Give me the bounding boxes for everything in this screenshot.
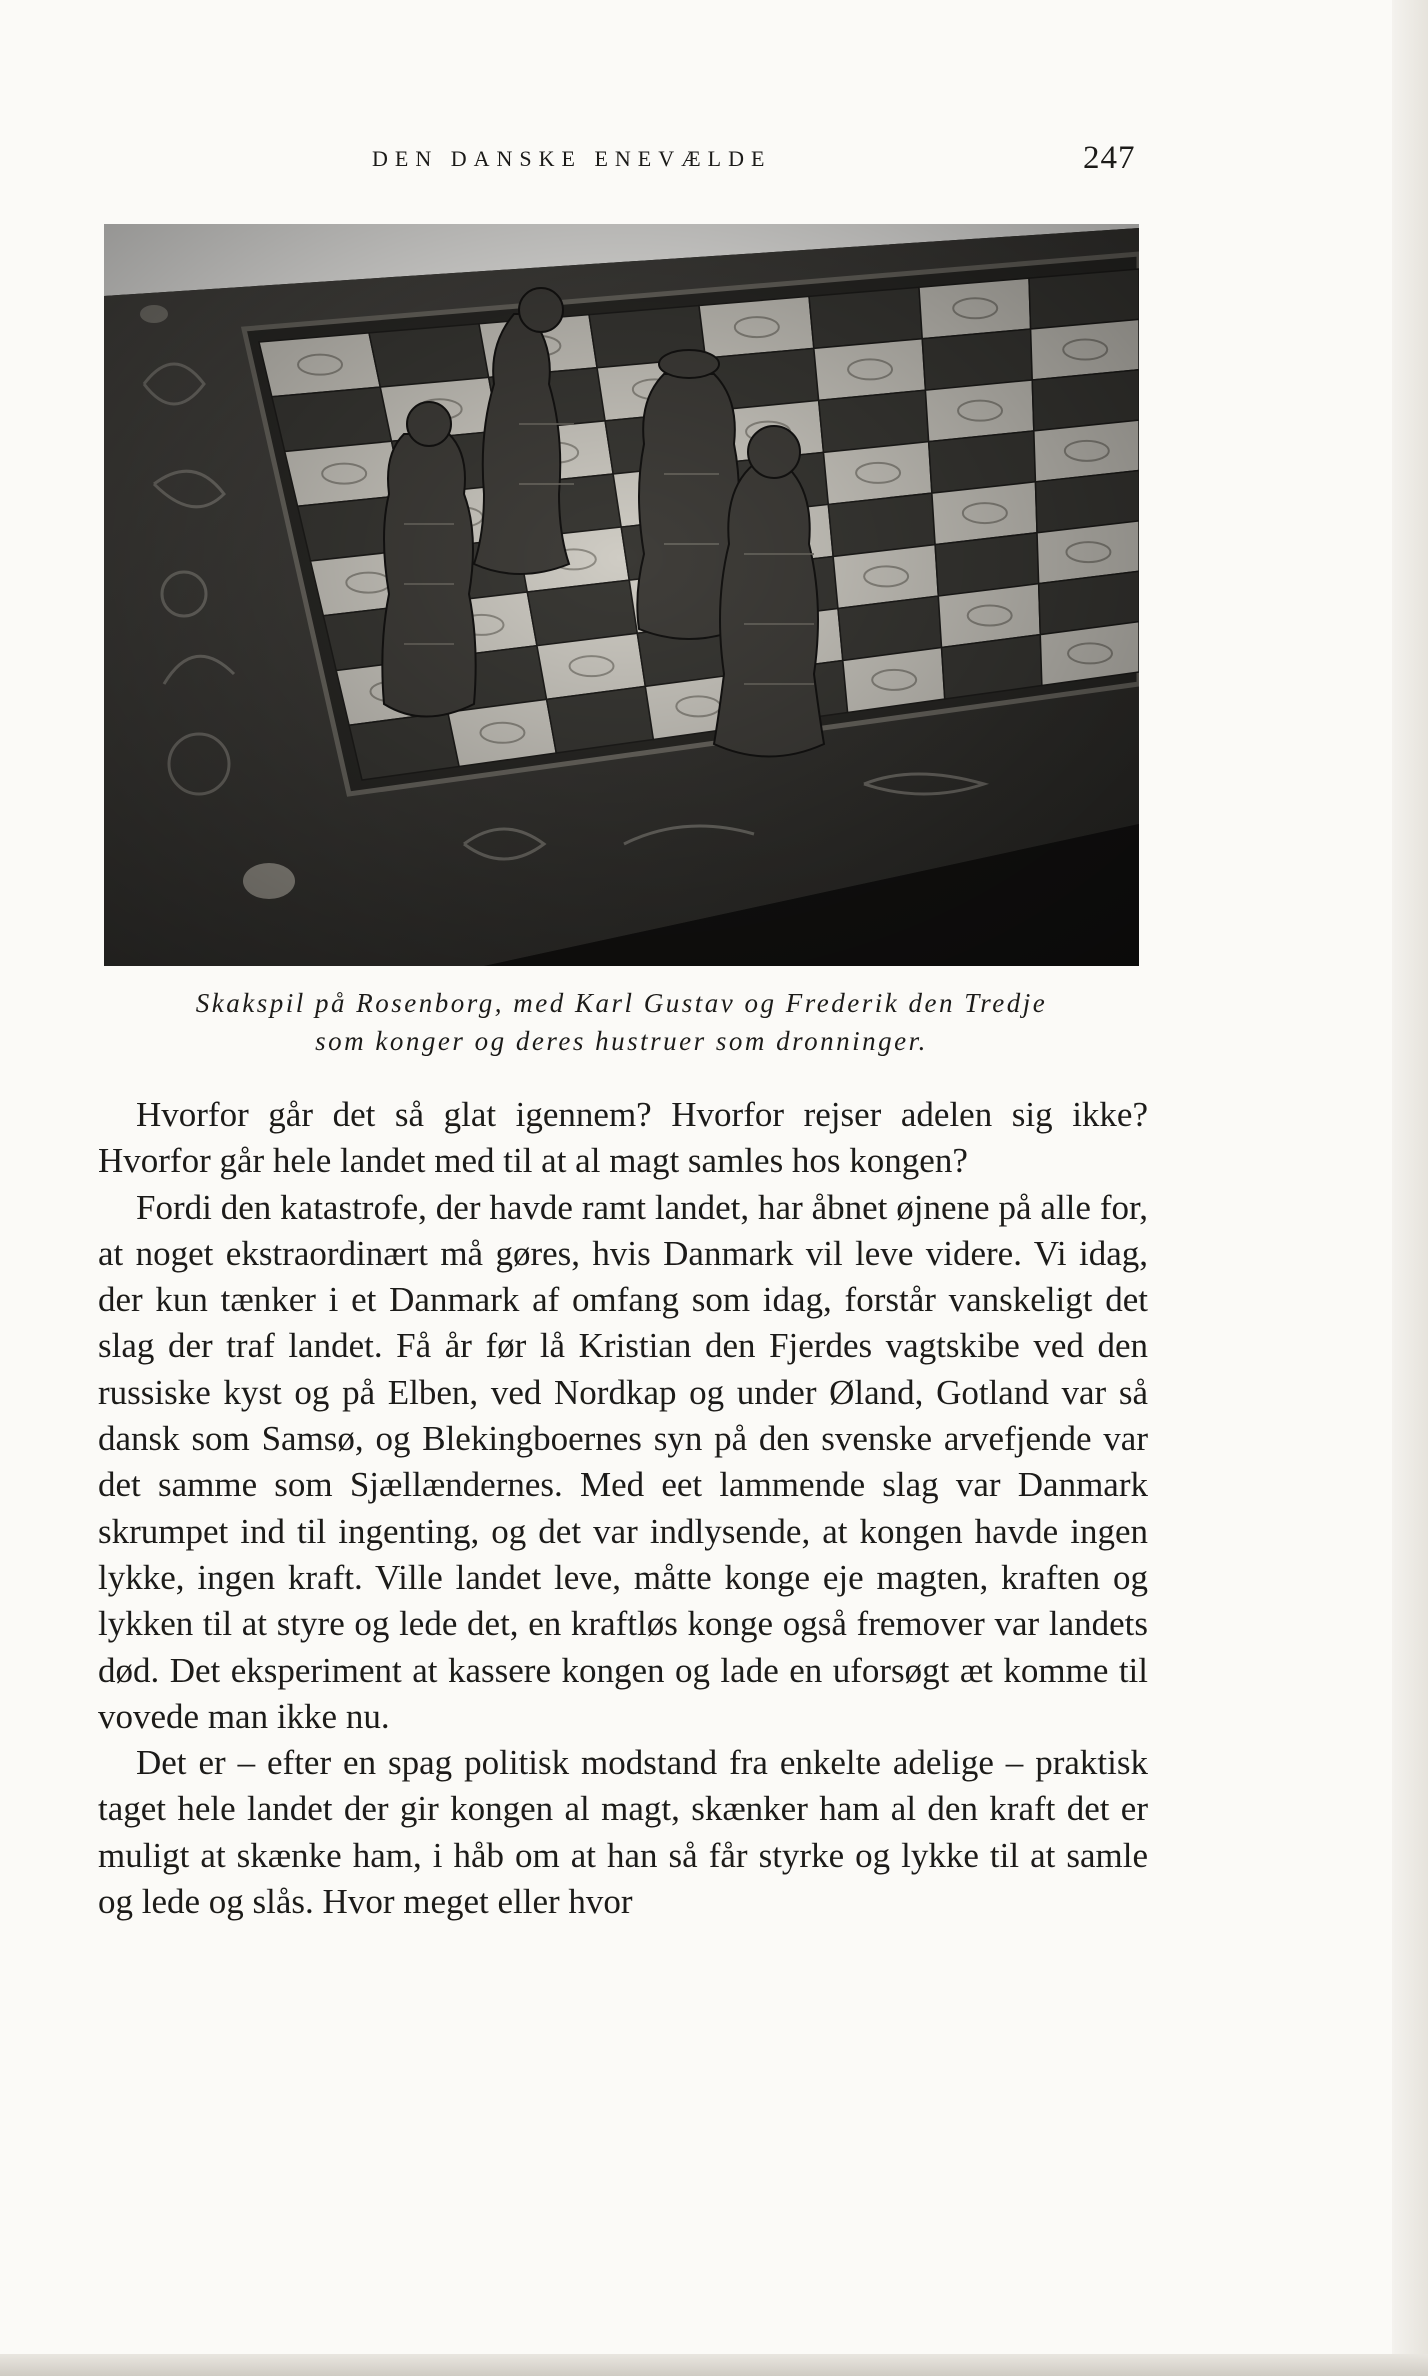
caption-line-2: som konger og deres hustruer som dronninger. bbox=[315, 1026, 928, 1056]
body-text bbox=[98, 1092, 1148, 1925]
chess-board-photo bbox=[104, 224, 1139, 966]
caption-line-1: Skakspil på Rosenborg, med Karl Gustav og Frederik den Tredje bbox=[195, 988, 1048, 1018]
page-edge bbox=[1392, 0, 1428, 2376]
paragraph: Det er – efter en spag politisk modstand fra enkelte adelige – praktisk taget hele landet der gir kongen al magt, skænker ham al den kraft det er muligt at skænke ham, i håb om at han så får styrke og lykke til at samle og lede og slås. Hvor meget eller hvor bbox=[98, 1743, 1148, 1922]
page-number: 247 bbox=[1083, 140, 1136, 176]
page-bottom-edge bbox=[0, 2354, 1428, 2376]
paragraph: Hvorfor går det så glat igennem? Hvorfor rejser adelen sig ikke? Hvorfor går hele landet med til at al magt samles hos kongen? bbox=[98, 1095, 1148, 1181]
figure-caption bbox=[104, 984, 1139, 1060]
paragraph: Fordi den katastrofe, der havde ramt landet, har åbnet øjnene på alle for, at noget ekstraordinært må gøres, hvis Danmark vil leve videre. Vi idag, der kun tænker i et Danmark af omfang som idag, forstår vanskeligt det slag der traf landet. Få år før lå Kristian den Fjerdes vagtskibe ved den russiske kyst og på Elben, ved Nordkap og under Øland, Gotland var så dansk som Samsø, og Blekingboernes syn på den svenske arvefjende var det samme som Sjællændernes. Med eet lammende slag var Danmark skrumpet ind til ingenting, og det var indlysende, at kongen havde ingen lykke, ingen kraft. Ville landet leve, måtte konge eje magten, kraften og lykken til at styre og lede det, en kraftløs konge også fremover var landets død. Det eksperiment at kassere kongen og lade en uforsøgt æt komme til vovede man ikke nu. bbox=[98, 1187, 1148, 1736]
running-head: DEN DANSKE ENEVÆLDE bbox=[372, 146, 772, 171]
